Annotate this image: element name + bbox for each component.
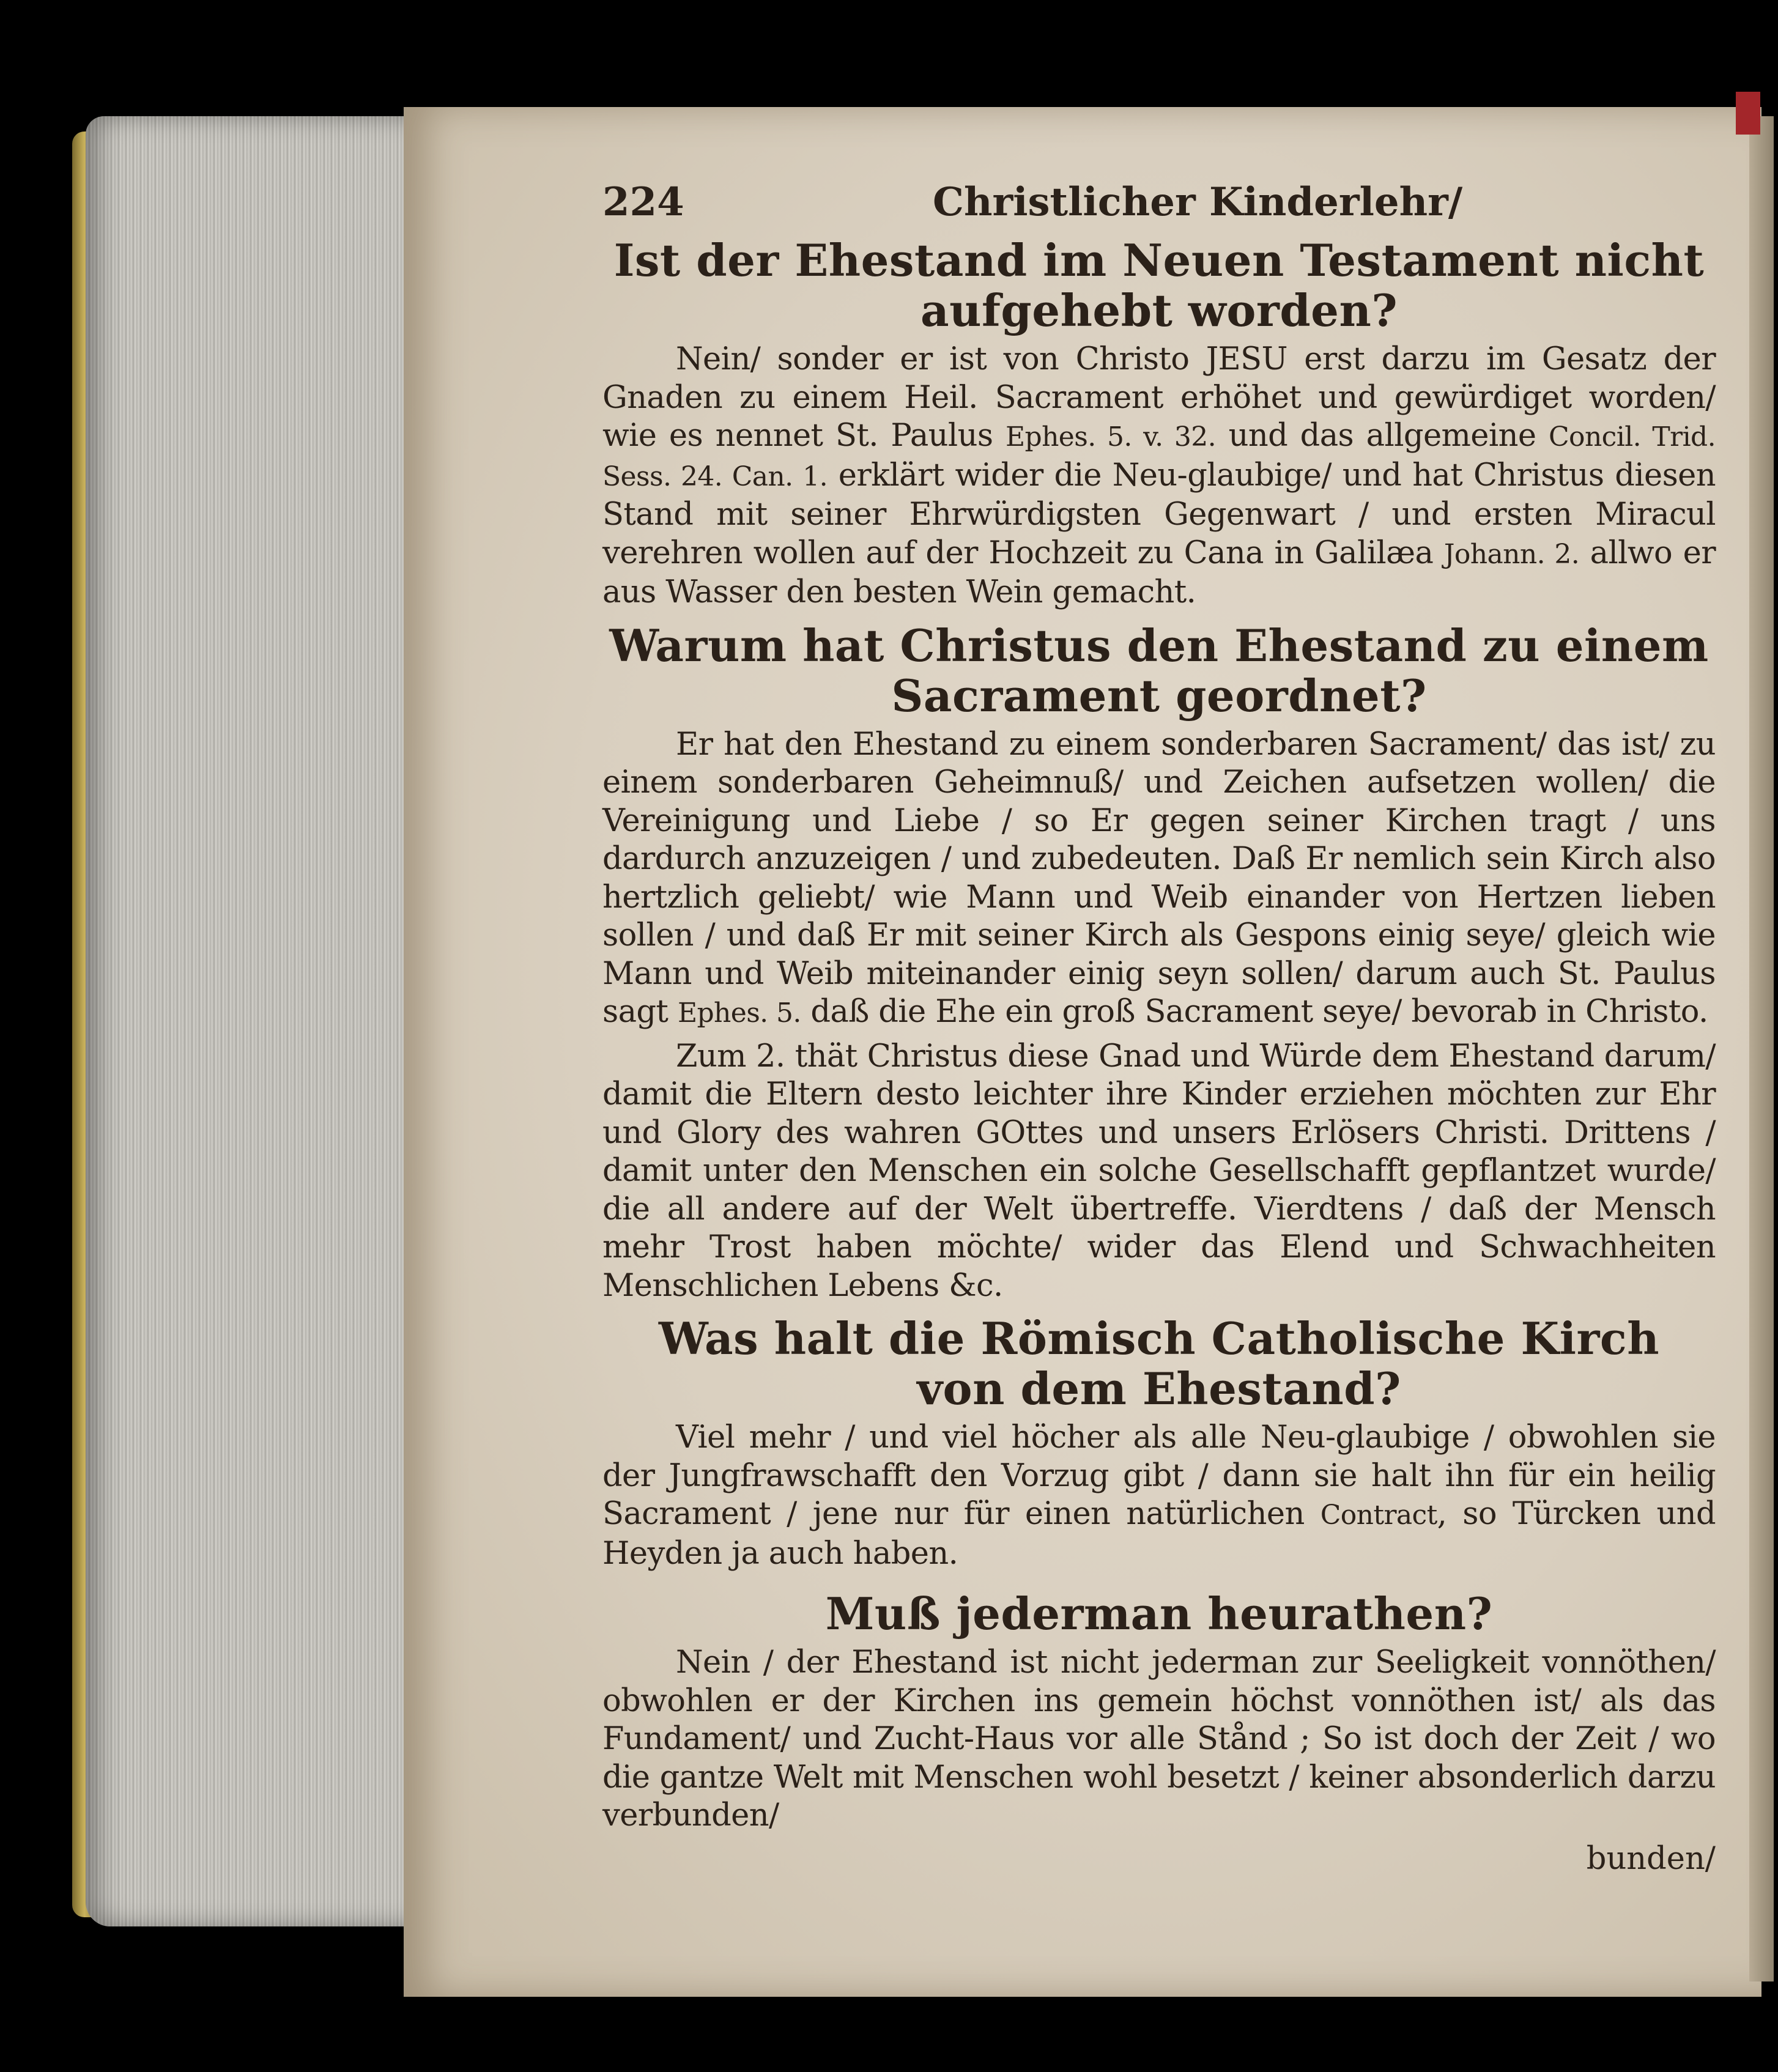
running-title: Christlicher Kinderlehr/ bbox=[933, 179, 1463, 225]
page-right-edge bbox=[1749, 116, 1774, 1981]
text-run: Viel mehr / und viel höcher als alle Neu-glaubige / obwohlen sie der Jungfrawschafft den Vorzug gibt / dann sie halt ihn für ein heilig Sacrament / jene nur für einen natürlichen bbox=[602, 1419, 1716, 1532]
question-heading: Ist der Ehestand im Neuen Testament nicht aufgehebt worden? bbox=[613, 234, 1705, 336]
page-number: 224 bbox=[602, 179, 684, 225]
answer-paragraph bbox=[602, 341, 1716, 612]
book-page-block bbox=[86, 116, 416, 1926]
question-heading: Muß jederman heurathen? bbox=[825, 1588, 1493, 1640]
answer-paragraph bbox=[602, 1419, 1716, 1573]
text-run: daß die Ehe ein groß Sacrament seye/ bevorab in Christo. bbox=[801, 994, 1708, 1030]
answer-paragraph bbox=[602, 1644, 1716, 1835]
latin-reference: Ephes. 5. v. 32. bbox=[1005, 421, 1217, 453]
bookmark-ribbon bbox=[1736, 92, 1760, 135]
catchword: bunden/ bbox=[1586, 1840, 1716, 1877]
answer-paragraph bbox=[602, 726, 1716, 1033]
latin-reference: Ephes. 5. bbox=[677, 997, 801, 1029]
question-heading: Was halt die Römisch Catholische Kirch von dem Ehestand? bbox=[658, 1312, 1660, 1415]
latin-reference: Johann. 2. bbox=[1443, 538, 1580, 570]
text-run: und das allgemeine bbox=[1216, 418, 1549, 454]
text-run: allwo er aus Wasser den besten Wein gemacht. bbox=[602, 535, 1716, 610]
latin-reference: Contract bbox=[1320, 1500, 1437, 1531]
running-head bbox=[602, 174, 1716, 235]
question-heading: Warum hat Christus den Ehestand zu einem Sacrament geordnet? bbox=[609, 619, 1709, 722]
page-text bbox=[602, 174, 1716, 1878]
latin-reference: Concil. Trid. Sess. 24. Can. 1. bbox=[602, 421, 1716, 492]
text-run: Nein / der Ehestand ist nicht jederman zur Seeligkeit vonnöthen/ obwohlen er der Kirchen ins gemein höchst vonnöthen ist/ als das Fundament/ und Zucht-Haus vor alle Stånd ; So ist doch der Zeit / wo die gantze Welt mit Menschen wohl besetzt / keiner absonderlich darzu verbunden/ bbox=[602, 1645, 1716, 1833]
answer-paragraph: Zum 2. thät Christus diese Gnad und Würde dem Ehestand darum/ damit die Eltern desto leichter ihre Kinder erziehen möchten zur Ehr und Glory des wahren GOttes und unsers Erlösers Christi. Drittens / damit unter den Menschen ein solche Gesellschafft gepflantzet wurde/ die all andere auf der Welt übertreffe. Vierdtens / daß der Mensch mehr Trost haben möchte/ wider das Elend und Schwachheiten Menschlichen Lebens &c. bbox=[602, 1038, 1716, 1304]
text-run: Nein/ sonder er ist von Christo JESU erst darzu im Gesatz der Gnaden zu einem Heil. Sacrament erhöhet und gewürdiget worden/ wie es nennet St. Paulus bbox=[602, 341, 1716, 454]
text-run: Er hat den Ehestand zu einem sonderbaren Sacrament/ das ist/ zu einem sonderbaren Geheimnuß/ und Zeichen aufsetzen wollen/ die Vereinigung und Liebe / so Er gegen seiner Kirchen tragt / uns dardurch anzuzeigen / und zubedeuten. Daß Er nemlich sein Kirch also hertzlich geliebt/ wie Mann und Weib einander von Hertzen lieben sollen / und daß Er mit seiner Kirch als Gespons einig seye/ gleich wie Mann und Weib miteinander einig seyn sollen/ darum auch St. Paulus sagt bbox=[602, 726, 1716, 1030]
text-run: , so Türcken und Heyden ja auch haben. bbox=[602, 1496, 1716, 1572]
text-run: erklärt wider die Neu-glaubige/ und hat Christus diesen Stand mit seiner Ehrwürdigsten Gegenwart / und ersten Miracul verehren wollen auf der Hochzeit zu Cana in Galilæa bbox=[602, 457, 1716, 571]
